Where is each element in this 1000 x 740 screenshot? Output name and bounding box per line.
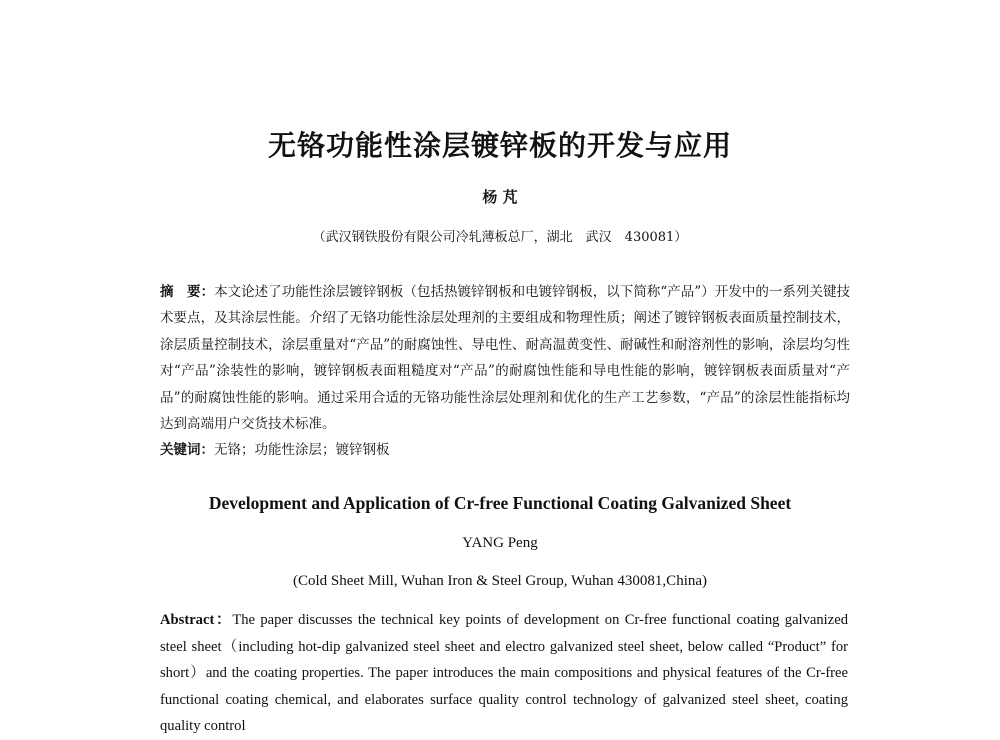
chinese-keywords-label: 关键词：	[160, 442, 214, 458]
chinese-title: 无铬功能性涂层镀锌板的开发与应用	[267, 129, 732, 162]
chinese-abstract	[160, 279, 850, 437]
chinese-author: 杨 芃	[482, 188, 518, 206]
english-author: YANG Peng	[462, 535, 538, 551]
chinese-abstract-label: 摘 要：	[160, 284, 215, 300]
english-abstract	[160, 607, 848, 740]
chinese-abstract-text: 本文论述了功能性涂层镀锌钢板（包括热镀锌钢板和电镀锌钢板，以下简称“产品”）开发中的一系列关键技术要点，及其涂层性能。介绍了无铬功能性涂层处理剂的主要组成和物理性质；阐述了镀锌钢板表面质量控制技术，涂层质量控制技术，涂层重量对“产品”的耐腐蚀性、导电性、耐高温黄变性、耐碱性和耐溶剂性的影响，涂层均匀性对“产品”涂装性的影响，镀锌钢板表面粗糙度对“产品”的耐腐蚀性能和导电性能的影响，镀锌钢板表面质量对“产品”的耐腐蚀性能的影响。通过采用合适的无铬功能性涂层处理剂和优化的生产工艺参数，“产品”的涂层性能指标均达到高端用户交货技术标准。	[160, 284, 850, 433]
chinese-keywords	[160, 438, 850, 462]
chinese-keywords-text: 无铬；功能性涂层；镀锌钢板	[214, 442, 390, 458]
chinese-affiliation: （武汉钢铁股份有限公司冷轧薄板总厂，湖北 武汉 430081）	[312, 230, 688, 245]
english-abstract-text: The paper discusses the technical key points of development on Cr-free functional coating galvanized steel sheet（including hot-dip galvanized steel sheet and electro galvanized steel sheet, below called “Product” for short）and the coating properties. The paper introduces the main compositions and physical features of the Cr-free functional coating chemical, and elaborates surface quality control technology of galvanized steel sheet, coating quality control	[160, 612, 848, 735]
english-title: Development and Application of Cr-free Functional Coating Galvanized Sheet	[208, 493, 792, 513]
english-affiliation: (Cold Sheet Mill, Wuhan Iron & Steel Group, Wuhan 430081,China)	[292, 573, 708, 589]
english-abstract-label: Abstract：	[160, 612, 233, 628]
